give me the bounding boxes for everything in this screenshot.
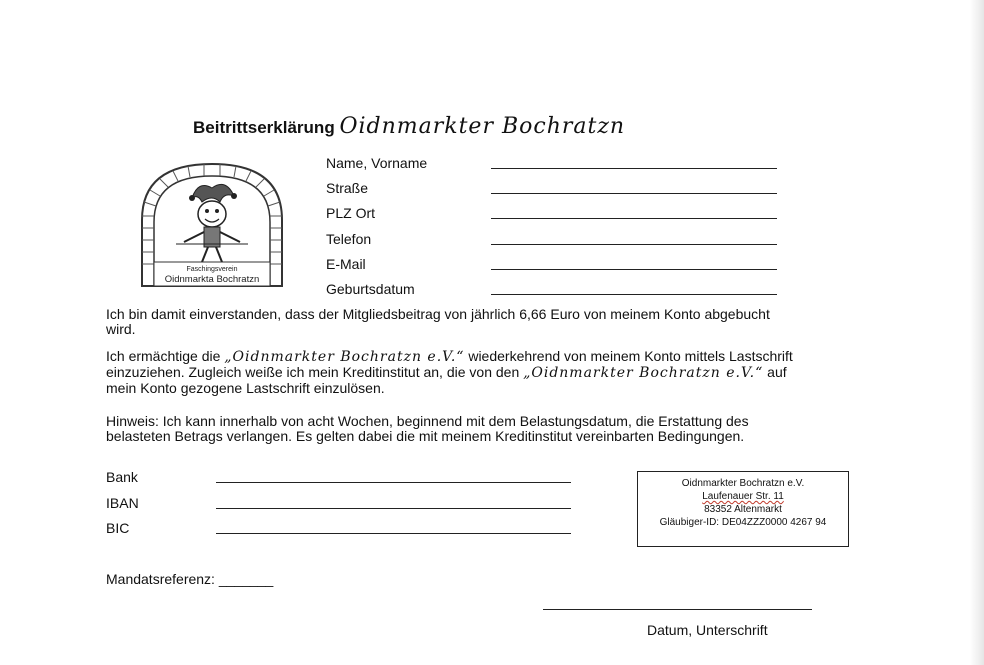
field-label-zip-city: PLZ Ort xyxy=(326,205,376,221)
mandate-club-name-2: „Oidnmarkter Bochratzn e.V.“ xyxy=(523,365,764,381)
field-street-input[interactable] xyxy=(491,193,777,194)
mandate-reference: Mandatsreferenz: _______ xyxy=(106,571,274,587)
creditor-info-box xyxy=(637,471,849,547)
crest-caption-top: Faschingsverein xyxy=(186,266,238,273)
signature-line[interactable] xyxy=(543,609,812,610)
field-label-iban: IBAN xyxy=(106,495,139,511)
field-birthdate-input[interactable] xyxy=(491,294,777,295)
field-bank-input[interactable] xyxy=(216,482,571,483)
field-email-input[interactable] xyxy=(491,269,777,270)
mandate-club-name-1: „Oidnmarkter Bochratzn e.V.“ xyxy=(224,349,465,365)
field-label-bank: Bank xyxy=(106,469,138,485)
field-phone-input[interactable] xyxy=(491,244,777,245)
page-title xyxy=(193,114,625,139)
creditor-name: Oidnmarkter Bochratzn e.V. xyxy=(681,478,805,489)
mandate-text-1: Ich ermächtige die xyxy=(106,348,225,364)
field-label-email: E-Mail xyxy=(326,256,366,272)
club-crest-logo xyxy=(136,158,288,293)
creditor-street: Laufenauer Str. 11 xyxy=(702,491,784,502)
mandate-text-2: wiederkehrend von meinem Konto mittels Lastschrift einzuziehen. Zugleich weiße ich mein Kreditinstitut an, die von den xyxy=(106,348,793,380)
creditor-id: Gläubiger-ID: DE04ZZZ0000 4267 94 xyxy=(659,517,827,528)
title-prefix: Beitrittserklärung xyxy=(193,118,335,137)
refund-hint-paragraph: Hinweis: Ich kann innerhalb von acht Wochen, beginnend mit dem Belastungsdatum, die Erstattung des belasteten Betrags verlangen. Es gelten dabei die mit meinem Kreditinstitut vereinbarten Bedingungen. xyxy=(106,413,749,444)
field-name-input[interactable] xyxy=(491,168,777,169)
field-bic-input[interactable] xyxy=(216,533,571,534)
creditor-city: 83352 Altenmarkt xyxy=(704,504,782,515)
crest-caption-bottom: Oidnmarkta Bochratzn xyxy=(164,274,260,285)
title-club-name: Oidnmarkter Bochratzn xyxy=(339,114,626,139)
field-label-bic: BIC xyxy=(106,520,130,536)
field-label-phone: Telefon xyxy=(326,231,372,247)
field-label-street: Straße xyxy=(326,180,369,196)
page-edge-shadow xyxy=(970,0,984,665)
field-label-name: Name, Vorname xyxy=(326,155,428,171)
mandate-text-3: auf mein Konto gezogene Lastschrift einzulösen. xyxy=(106,364,787,396)
consent-paragraph: Ich bin damit einverstanden, dass der Mitgliedsbeitrag von jährlich 6,66 Euro von meinem Konto abgebucht wird. xyxy=(106,306,770,337)
signature-label: Datum, Unterschrift xyxy=(647,622,768,638)
field-iban-input[interactable] xyxy=(216,508,571,509)
mandate-paragraph xyxy=(106,349,796,396)
field-label-birthdate: Geburtsdatum xyxy=(326,281,415,297)
field-zip-city-input[interactable] xyxy=(491,218,777,219)
